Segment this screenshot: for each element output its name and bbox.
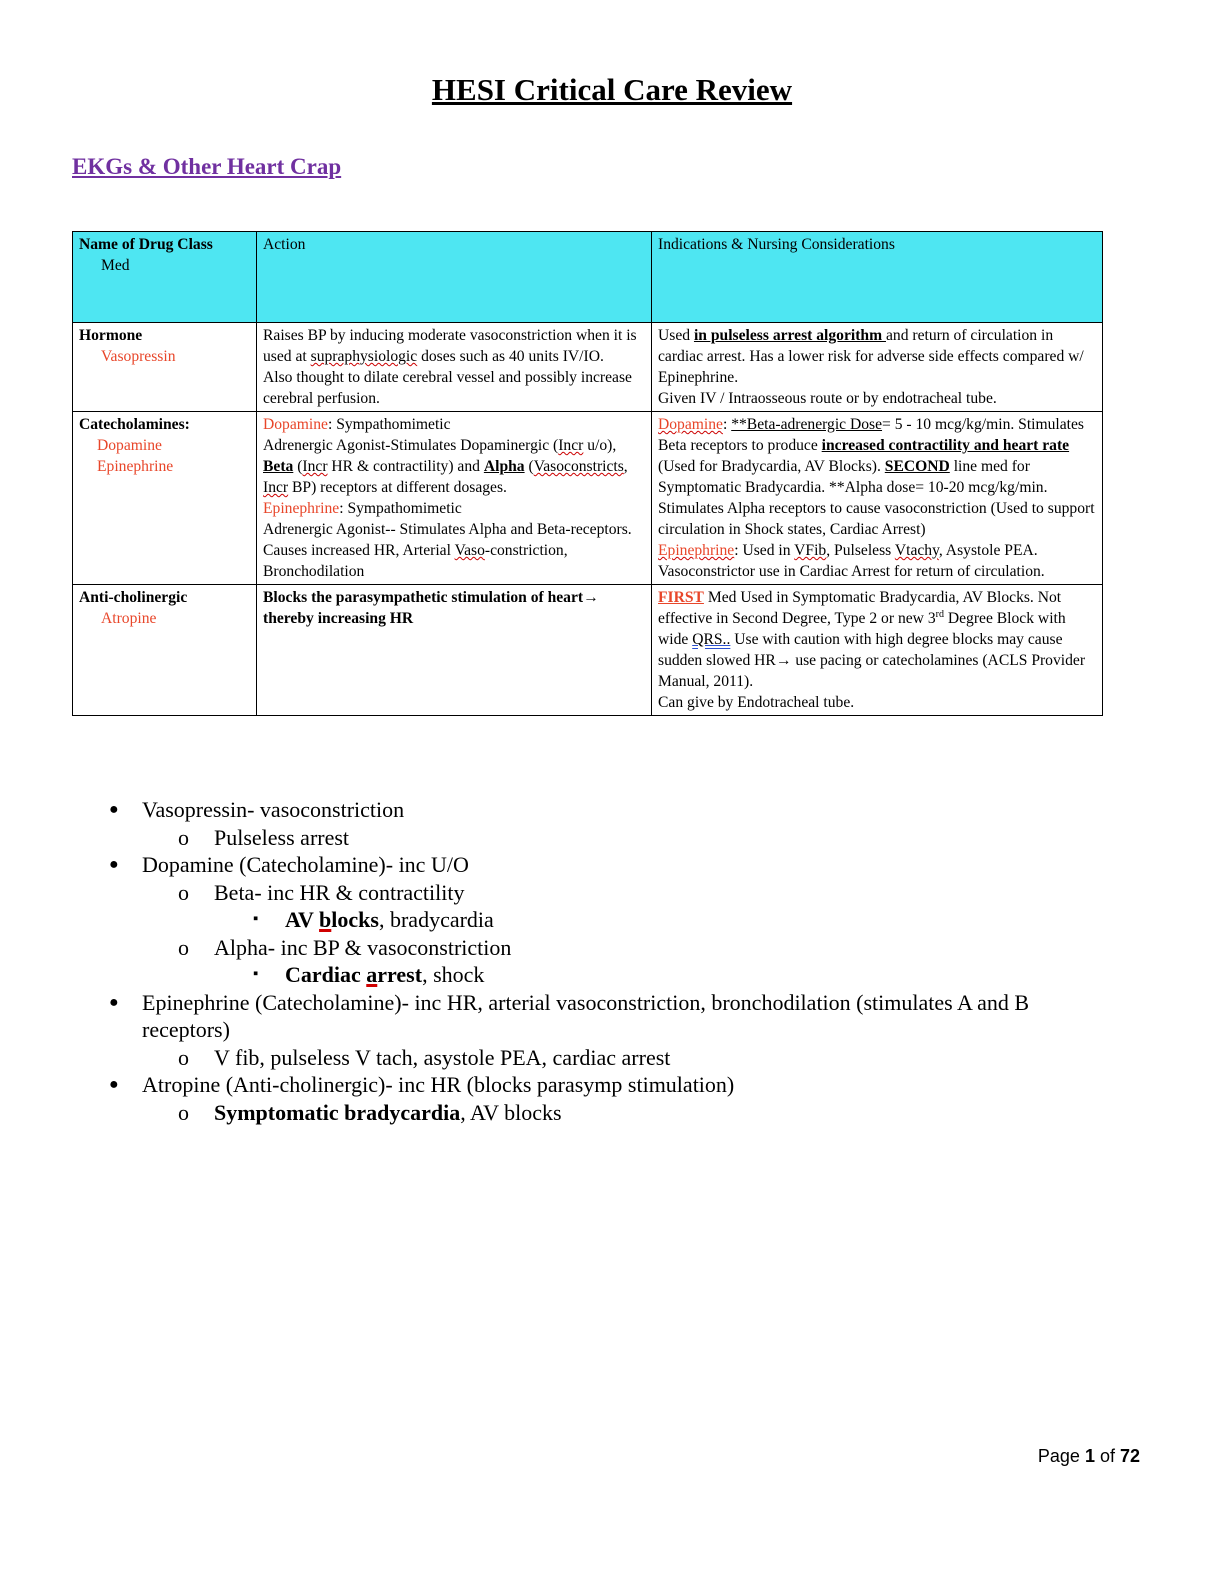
action-text: Epinephrine: Sympathomimetic (263, 500, 462, 517)
circle-bullet-icon: o (178, 934, 189, 960)
med-name: Dopamine (97, 437, 162, 454)
table-header-row (73, 232, 1103, 323)
indication-text: Used in pulseless arrest algorithm and return of circulation in cardiac arrest. Has a lower risk for adverse side effects compared w/ Epinephrine. (658, 327, 1084, 386)
action-text: Adrenergic Agonist-Stimulates Dopaminergic (Incr u/o), Beta (Incr HR & contractility) and Alpha (Vasoconstricts, Incr BP) receptors at different dosages. (263, 437, 628, 496)
row-drug-class (73, 412, 257, 585)
row-drug-class (73, 585, 257, 716)
row-drug-class (73, 323, 257, 412)
list-item: ▪ AV blocks, bradycardia (253, 907, 494, 932)
list-item: o Pulseless arrest (178, 824, 350, 850)
list-item: o Alpha- inc BP & vasoconstriction (178, 934, 512, 960)
med-name: Vasopressin (101, 348, 176, 365)
indication-text: Dopamine: **Beta-adrenergic Dose= 5 - 10 mcg/kg/min. Stimulates Beta receptors to produce increased contractility and heart rate (Used for Bradycardia, AV Blocks). SECOND line med for Symptomatic Bradycardia. **Alpha dose= 10-20 mcg/kg/min. Stimulates Alpha receptors to cause vasoconstriction (Used to support circulation in Shock states, Cardiac Arrest) (658, 416, 1095, 538)
action-text: Dopamine: Sympathomimetic (263, 416, 451, 433)
drug-table (72, 231, 1103, 716)
row-action (257, 323, 652, 412)
row-action (257, 412, 652, 585)
action-text: Raises BP by inducing moderate vasoconstriction when it is used at supraphysiologic doses such as 40 units IV/IO. (263, 327, 637, 365)
bullet-icon: ● (109, 993, 119, 1011)
action-text: Also thought to dilate cerebral vessel and possibly increase cerebral perfusion. (263, 369, 632, 407)
list-item: ● Epinephrine (Catecholamine)- inc HR, arterial vasoconstriction, bronchodilation (stimulates A and B receptors) (109, 989, 1030, 1042)
square-bullet-icon: ▪ (253, 911, 259, 927)
page-title: HESI Critical Care Review (431, 72, 793, 107)
bullet-icon: ● (109, 1076, 119, 1093)
list-item: o Symptomatic bradycardia, AV blocks (178, 1099, 562, 1125)
header-drug-class (73, 232, 257, 323)
notes-list (72, 796, 1112, 1126)
arrow-icon: → (775, 652, 792, 669)
square-bullet-icon: ▪ (253, 966, 259, 982)
list-item: ● Dopamine (Catecholamine)- inc U/O (109, 852, 469, 877)
med-name: Epinephrine (97, 458, 174, 475)
med-name: Atropine (101, 610, 157, 627)
header-indications: Indications & Nursing Considerations (652, 232, 1103, 323)
table-row (73, 585, 1103, 716)
list-item: ▪ Cardiac arrest, shock (253, 962, 485, 987)
row-indications (652, 412, 1103, 585)
arrow-icon: → (583, 589, 599, 606)
drug-class: Catecholamines: (79, 416, 190, 433)
header-action: Action (257, 232, 652, 323)
bullet-icon: ● (109, 856, 119, 873)
page-number: Page 1 of 72 (1037, 1446, 1140, 1466)
indication-text: FIRST Med Used in Symptomatic Bradycardia, AV Blocks. Not effective in Second Degree, Type 2 or new 3rd Degree Block with wide QRS.. Use with caution with high degree blocks may cause sudden slowed HR→ use pacing or catecholamines (ACLS Provider Manual, 2011). (658, 589, 1086, 690)
header-class-label: Name of Drug Class (79, 236, 213, 253)
row-indications (652, 585, 1103, 716)
circle-bullet-icon: o (178, 1099, 189, 1125)
row-action (257, 585, 652, 716)
action-text: Adrenergic Agonist-- Stimulates Alpha and Beta-receptors. Causes increased HR, Arterial Vaso-constriction, Bronchodilation (263, 521, 632, 580)
row-indications (652, 323, 1103, 412)
circle-bullet-icon: o (178, 824, 189, 850)
table-row (73, 412, 1103, 585)
drug-class: Anti-cholinergic (79, 589, 188, 606)
bullet-icon: ● (109, 801, 119, 818)
section-heading: EKGs & Other Heart Crap (72, 154, 342, 179)
circle-bullet-icon: o (178, 1044, 189, 1070)
indication-text: Given IV / Intraosseous route or by endotracheal tube. (658, 390, 997, 407)
indication-text: Can give by Endotracheal tube. (658, 694, 855, 711)
circle-bullet-icon: o (178, 879, 189, 905)
indication-text: Epinephrine: Used in VFib, Pulseless Vtachy, Asystole PEA. Vasoconstrictor use in Cardiac Arrest for return of circulation. (658, 542, 1045, 580)
table-row (73, 323, 1103, 412)
list-item: o V fib, pulseless V tach, asystole PEA, cardiac arrest (178, 1044, 671, 1070)
list-item: ● Atropine (Anti-cholinergic)- inc HR (blocks parasymp stimulation) (109, 1072, 735, 1097)
drug-class: Hormone (79, 327, 143, 344)
list-item: ● Vasopressin- vasoconstriction (109, 797, 405, 822)
action-text: Blocks the parasympathetic stimulation of heart→ thereby increasing HR (263, 589, 599, 627)
header-med-label: Med (101, 257, 130, 274)
list-item: o Beta- inc HR & contractility (178, 879, 465, 905)
